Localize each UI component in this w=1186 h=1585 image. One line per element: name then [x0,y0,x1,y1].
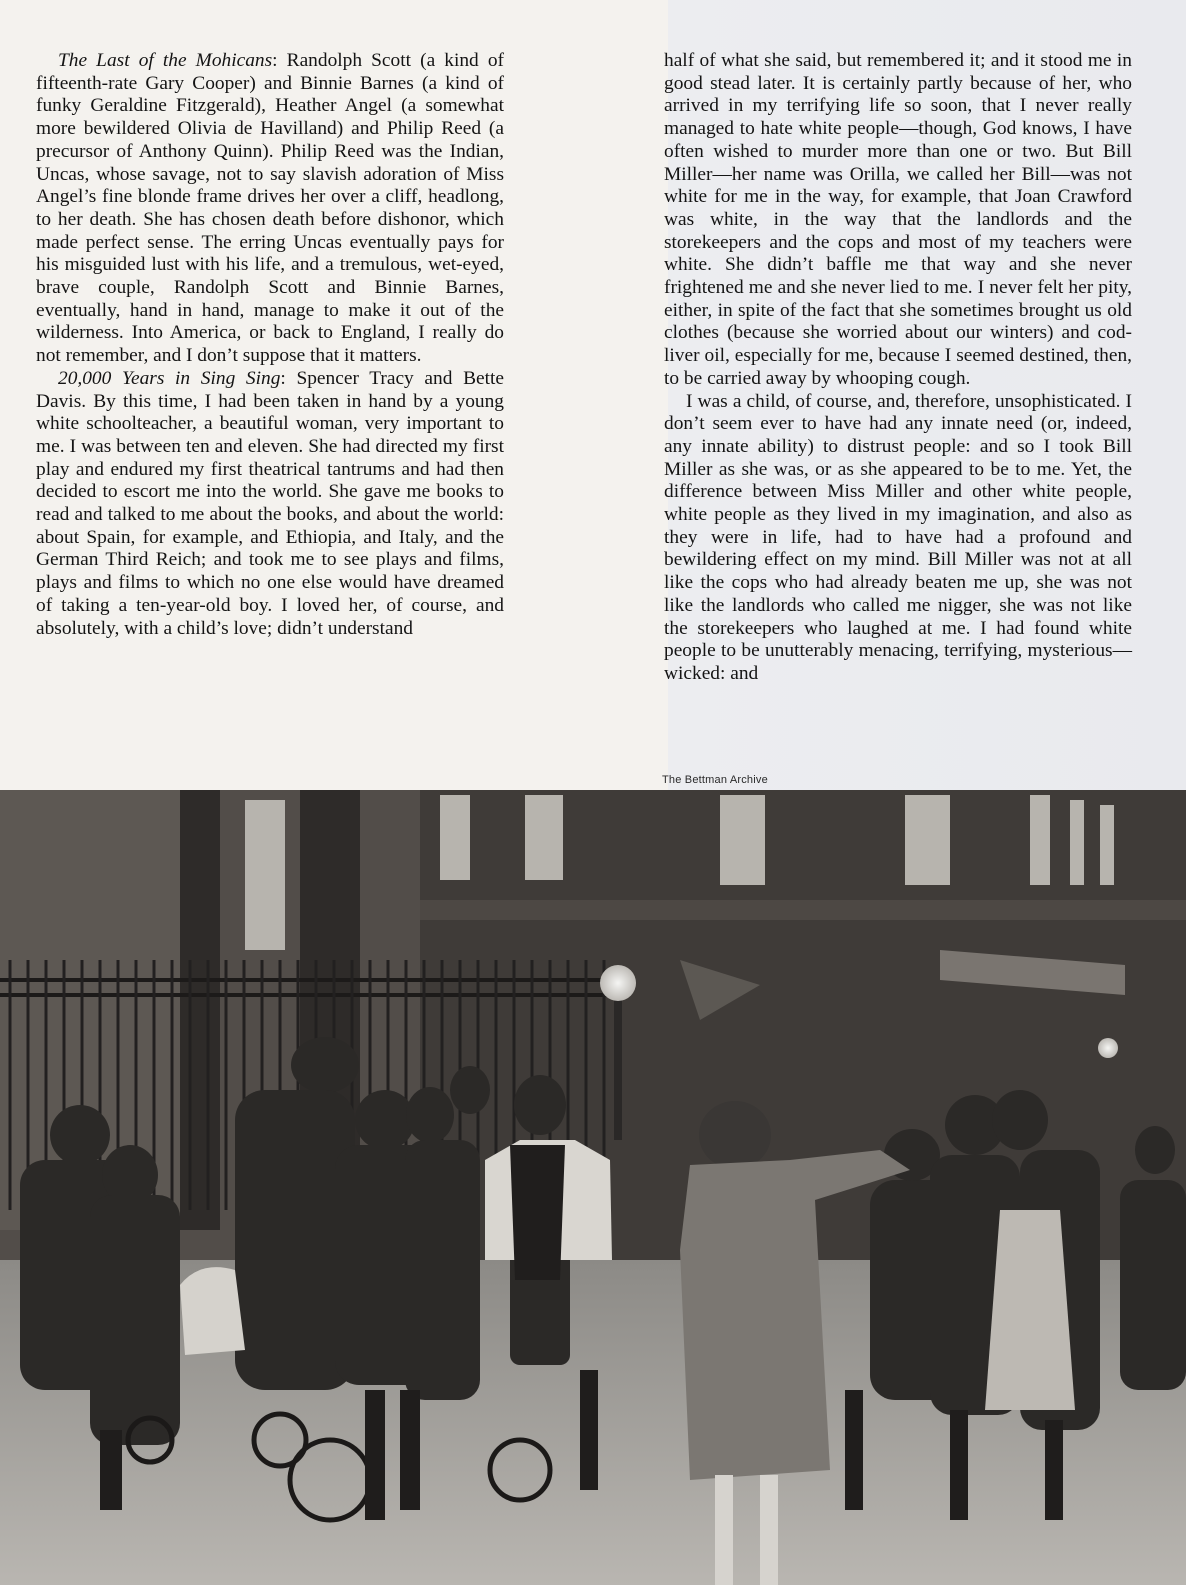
left-column [36,50,504,640]
photo-credit: The Bettman Archive [662,774,768,786]
right-column [664,50,1132,686]
paragraph-child: I was a child, of course, and, therefore, unsophisticated. I don’t seem ever to have had any innate need (or, indeed, any innate ability) to distrust people: and so I took Bill Miller as she was, or as she appeared to be to me. Yet, the difference between Miss Miller and other white people, white people as they lived in my imagination, and also as they were in life, had to have had a profound and bewildering effect on my mind. Bill Miller was not at all like the cops who had already beaten me up, she was not like the landlords who called me nigger, she was not like the storekeepers who laughed at me. I had found white people to be unutterably menacing, terrifying, mysterious—wicked: and [664,390,1132,684]
paragraph-bill-miller: half of what she said, but remembered it; and it stood me in good stead later. It is certainly partly because of her, who arrived in my terrifying life so soon, that I never really managed to hate white people—though, God knows, I have often wished to murder more than one or two. But Bill Miller—her name was Orilla, we called her Bill—was not white for me in the way, for example, that Joan Crawford was white, in the way that the landlords and the storekeepers and the cops and most of my teachers were white. She didn’t baffle me that way and she never frightened me and she never lied to me. I never felt her pity, either, in spite of the fact that she sometimes brought us old clothes (because she worried about our winters) and cod-liver oil, especially for me, because I seemed destined, then, to be carried away by whooping cough. [664,50,1132,389]
paragraph-sing-sing [36,368,504,640]
paragraph-text: : Spencer Tracy and Bette Davis. By this time, I had been taken in hand by a young white schoolteacher, a beautiful woman, very important to me. I was between ten and eleven. She had directed my first play and endured my first theatrical tantrums and had then decided to escort me into the world. She gave me books to read and talked to me about the books, and about the world: about Spain, for example, and Ethiopia, and Italy, and the German Third Reich; and took me to see plays and films, plays and films to which no one else would have dreamed of taking a ten-year-old boy. I loved her, of course, and absolutely, with a child’s love; didn’t understand [36,367,504,639]
street-photograph [0,790,1186,1585]
paragraph-mohicans [36,50,504,368]
film-title-sing-sing: 20,000 Years in Sing Sing [58,367,281,389]
film-title-mohicans: The Last of the Mohicans [58,50,273,71]
paragraph-text: : Randolph Scott (a kind of fifteenth-rate Gary Cooper) and Binnie Barnes (a kind of funky Geraldine Fitzgerald), Heather Angel (a somewhat more bewildered Olivia de Havilland) and Philip Reed (a precursor of Anthony Quinn). Philip Reed was the Indian, Uncas, whose savage, not to say slavish adoration of Miss Angel’s fine blonde frame drives her over a cliff, headlong, to her death. She has chosen death before dishonor, which made perfect sense. The erring Uncas eventually pays for his misguided lust with his life, and a tremulous, wet-eyed, brave couple, Randolph Scott and Binnie Barnes, eventually, hand in hand, manage to make it out of the wilderness. Into America, or back to England, I really do not remember, and I don’t suppose that it matters. [36,50,504,367]
